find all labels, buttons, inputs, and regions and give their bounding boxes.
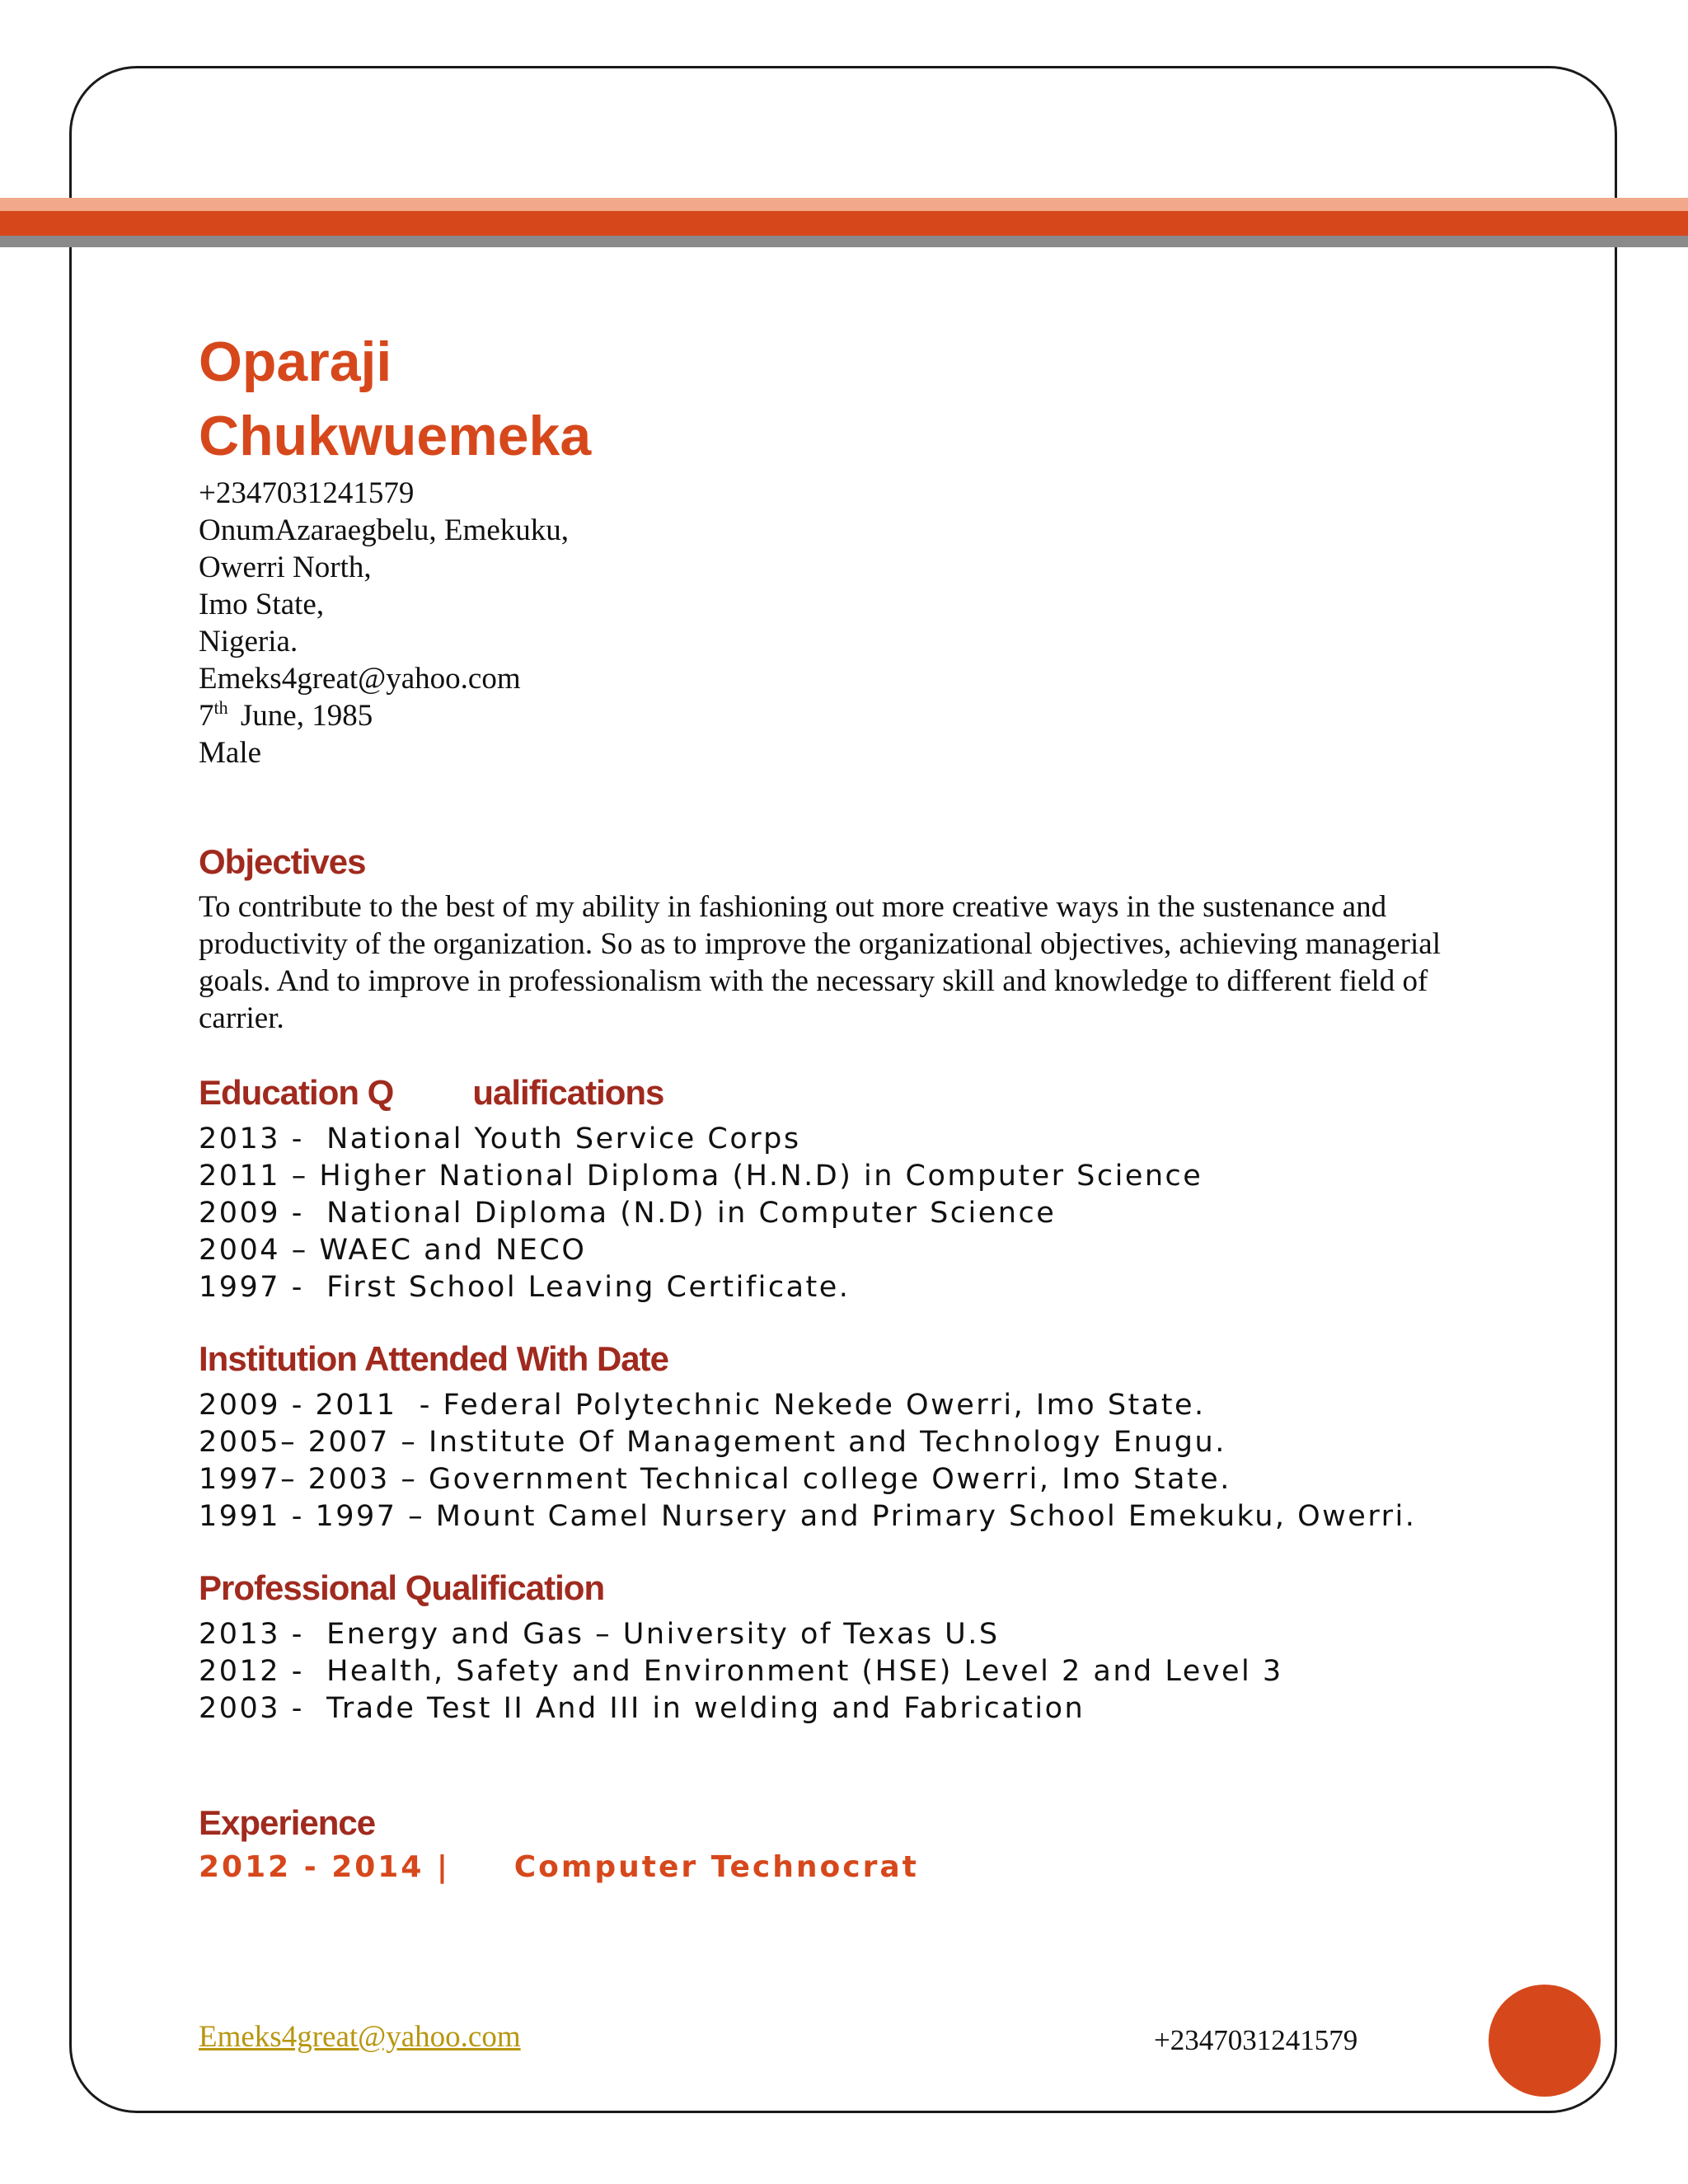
experience-entry: 2012 - 2014 | Computer Technocrat <box>199 1850 919 1884</box>
list-item: 2003 - Trade Test II And III in welding and Fabrication <box>199 1692 1085 1725</box>
list-item: 2013 - National Youth Service Corps <box>199 1122 801 1155</box>
footer-decorative-circle <box>1489 1985 1601 2097</box>
contact-email: Emeks4great@yahoo.com <box>199 662 521 696</box>
list-item: 2004 – WAEC and NECO <box>199 1234 587 1267</box>
dob-day: 7 <box>199 699 214 733</box>
contact-address-line-1: OnumAzaraegbelu, Emekuku, <box>199 513 569 547</box>
professional-heading: Professional Qualification <box>199 1568 605 1607</box>
experience-heading: Experience <box>199 1803 376 1842</box>
header-band-orange <box>0 211 1688 236</box>
list-item: 2012 - Health, Safety and Environment (HSE) Level 2 and Level 3 <box>199 1655 1283 1688</box>
name-second-line: Chukwuemeka <box>199 405 592 467</box>
objectives-heading: Objectives <box>199 842 366 881</box>
footer-phone: +2347031241579 <box>1154 2024 1358 2056</box>
header-band-light <box>0 198 1688 211</box>
contact-address-line-3: Imo State, <box>199 588 325 621</box>
institutions-heading: Institution Attended With Date <box>199 1339 668 1378</box>
list-item: 2013 - Energy and Gas – University of Texas U.S <box>199 1618 1000 1651</box>
contact-date-of-birth <box>199 697 1534 734</box>
professional-list <box>199 1616 1534 1727</box>
candidate-name <box>199 325 1534 473</box>
contact-block <box>199 475 1534 771</box>
list-item: 1997– 2003 – Government Technical college Owerri, Imo State. <box>199 1463 1231 1496</box>
footer-email-link[interactable]: Emeks4great@yahoo.com <box>199 2020 521 2054</box>
name-first-line: Oparaji <box>199 330 392 393</box>
contact-phone: +2347031241579 <box>199 476 415 510</box>
list-item: 2011 – Higher National Diploma (H.N.D) in Computer Science <box>199 1160 1203 1193</box>
education-list <box>199 1121 1534 1306</box>
dob-rest: June, 1985 <box>240 699 373 733</box>
header-band-grey <box>0 236 1688 247</box>
objectives-text: To contribute to the best of my ability in fashioning out more creative ways in the sustenance and productivity of the organization. So as to improve the organizational objectives, achieving managerial goals. And to improve in professionalism with the necessary skill and knowledge to different field of carrier. <box>199 890 1441 1035</box>
dob-suffix: th <box>213 697 228 718</box>
contact-gender: Male <box>199 736 262 770</box>
contact-address-line-2: Owerri North, <box>199 551 372 584</box>
resume-content <box>199 325 1534 1887</box>
list-item: 1991 - 1997 – Mount Camel Nursery and Primary School Emekuku, Owerri. <box>199 1500 1417 1533</box>
education-heading: Education Q ualifications <box>199 1073 664 1112</box>
contact-address-line-4: Nigeria. <box>199 625 298 658</box>
list-item: 2009 - National Diploma (N.D) in Computer Science <box>199 1197 1057 1230</box>
institutions-list <box>199 1387 1534 1535</box>
list-item: 2005– 2007 – Institute Of Management and Technology Enugu. <box>199 1426 1226 1459</box>
list-item: 2009 - 2011 - Federal Polytechnic Nekede Owerri, Imo State. <box>199 1389 1206 1422</box>
list-item: 1997 - First School Leaving Certificate. <box>199 1271 851 1304</box>
